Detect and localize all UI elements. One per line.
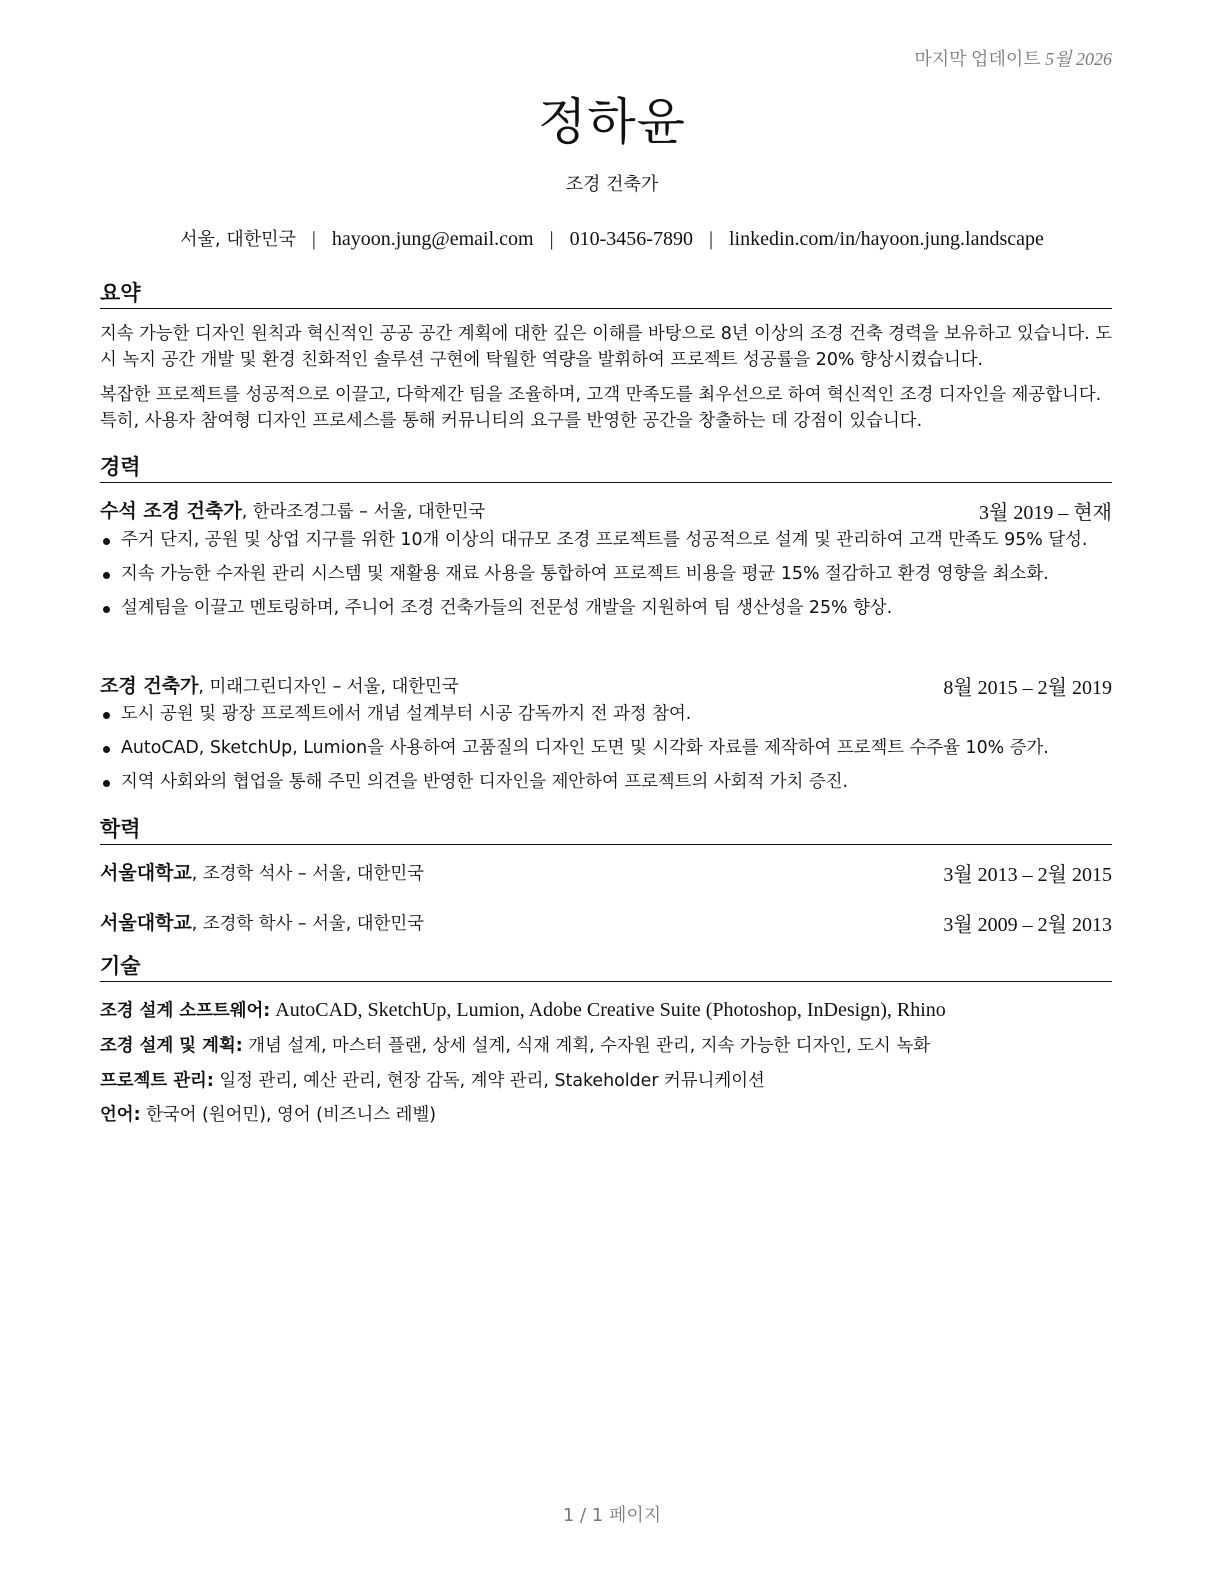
page-number: 1 / 1 페이지: [562, 1505, 662, 1526]
education-heading: 학력: [100, 813, 1112, 845]
skill-label: 언어:: [100, 1105, 141, 1125]
education-item: [100, 858, 1112, 885]
experience-heading: 경력: [100, 451, 1112, 483]
job-title: 수석 조경 건축가: [100, 500, 242, 522]
contact-location: 서울, 대한민국: [180, 229, 296, 250]
skill-row: [100, 996, 1112, 1022]
candidate-name: 정하윤: [538, 93, 686, 151]
skill-value: 한국어 (원어민), 영어 (비즈니스 레벨): [140, 1105, 437, 1125]
job-header: [100, 671, 1112, 698]
contact-separator: |: [708, 228, 713, 250]
last-updated-label: 마지막 업데이트: [914, 49, 1041, 69]
job-bullets: [100, 701, 1120, 803]
skill-row: [100, 1066, 1112, 1091]
education-degree: , 조경학 석사 – 서울, 대한민국: [191, 864, 424, 884]
skill-row: [100, 1031, 1112, 1056]
skill-row: [100, 1100, 1112, 1125]
list-item: 지속 가능한 수자원 관리 시스템 및 재활용 재료 사용을 통합하여 프로젝트 비용을 평균 15% 절감하고 환경 영향을 최소화.: [100, 561, 1120, 587]
candidate-role: 조경 건축가: [565, 174, 659, 195]
contact-linkedin[interactable]: linkedin.com/in/hayoon.jung.landscape: [728, 228, 1044, 250]
contact-email[interactable]: hayoon.jung@email.com: [331, 228, 534, 250]
job-org: , 미래그린디자인 – 서울, 대한민국: [198, 677, 459, 697]
education-dates: 3월 2013 – 2월 2015: [943, 864, 1112, 886]
contact-phone[interactable]: 010-3456-7890: [569, 228, 693, 250]
list-item: 지역 사회와의 협업을 통해 주민 의견을 반영한 디자인을 제안하여 프로젝트의 사회적 가치 증진.: [100, 769, 1120, 795]
job-title: 조경 건축가: [100, 675, 199, 697]
list-item: AutoCAD, SketchUp, Lumion을 사용하여 고품질의 디자인 도면 및 시각화 자료를 제작하여 프로젝트 수주율 10% 증가.: [100, 735, 1120, 761]
last-updated: [914, 45, 1112, 71]
job-dates: 8월 2015 – 2월 2019: [943, 677, 1112, 699]
summary-heading: 요약: [100, 277, 1112, 309]
skill-value: 일정 관리, 예산 관리, 현장 감독, 계약 관리, Stakeholder 커뮤니케이션: [213, 1071, 765, 1091]
last-updated-date: 5월 2026: [1045, 49, 1112, 69]
education-degree: , 조경학 학사 – 서울, 대한민국: [191, 914, 424, 934]
contact-line: [0, 225, 1224, 251]
education-school: 서울대학교: [100, 862, 192, 884]
job-org: , 한라조경그룹 – 서울, 대한민국: [241, 502, 486, 522]
job-header: [100, 496, 1112, 523]
job-bullets: [100, 527, 1120, 629]
skills-heading: 기술: [100, 950, 1112, 982]
skill-label: 조경 설계 소프트웨어:: [100, 1001, 271, 1021]
contact-separator: |: [311, 228, 316, 250]
job-dates: 3월 2019 – 현재: [979, 502, 1112, 524]
education-school: 서울대학교: [100, 912, 192, 934]
skill-value: AutoCAD, SketchUp, Lumion, Adobe Creative Suite (Photoshop, InDesign), Rhino: [270, 999, 946, 1021]
summary-paragraph-2: 복잡한 프로젝트를 성공적으로 이끌고, 다학제간 팀을 조율하며, 고객 만족도를 최우선으로 하여 혁신적인 조경 디자인을 제공합니다. 특히, 사용자 참여형 디자인 프로세스를 통해 커뮤니티의 요구를 반영한 공간을 창출하는 데 강점이 있습니다.: [100, 385, 1102, 431]
list-item: 설계팀을 이끌고 멘토링하며, 주니어 조경 건축가들의 전문성 개발을 지원하여 팀 생산성을 25% 향상.: [100, 595, 1120, 621]
list-item: 주거 단지, 공원 및 상업 지구를 위한 10개 이상의 대규모 조경 프로젝트를 성공적으로 설계 및 관리하여 고객 만족도 95% 달성.: [100, 527, 1120, 553]
list-item: 도시 공원 및 광장 프로젝트에서 개념 설계부터 시공 감독까지 전 과정 참여.: [100, 701, 1120, 727]
summary-paragraph-1: 지속 가능한 디자인 원칙과 혁신적인 공공 공간 계획에 대한 깊은 이해를 바탕으로 8년 이상의 조경 건축 경력을 보유하고 있습니다. 도시 녹지 공간 개발 및 환경 친화적인 솔루션 구현에 탁월한 역량을 발휘하여 프로젝트 성공률을 20% 향상시켰습니다.: [100, 324, 1112, 370]
skill-label: 프로젝트 관리:: [100, 1071, 214, 1091]
education-dates: 3월 2009 – 2월 2013: [943, 914, 1112, 936]
contact-separator: |: [549, 228, 554, 250]
skill-value: 개념 설계, 마스터 플랜, 상세 설계, 식재 계획, 수자원 관리, 지속 가능한 디자인, 도시 녹화: [242, 1036, 930, 1056]
education-item: [100, 908, 1112, 935]
skill-label: 조경 설계 및 계획:: [100, 1036, 243, 1056]
